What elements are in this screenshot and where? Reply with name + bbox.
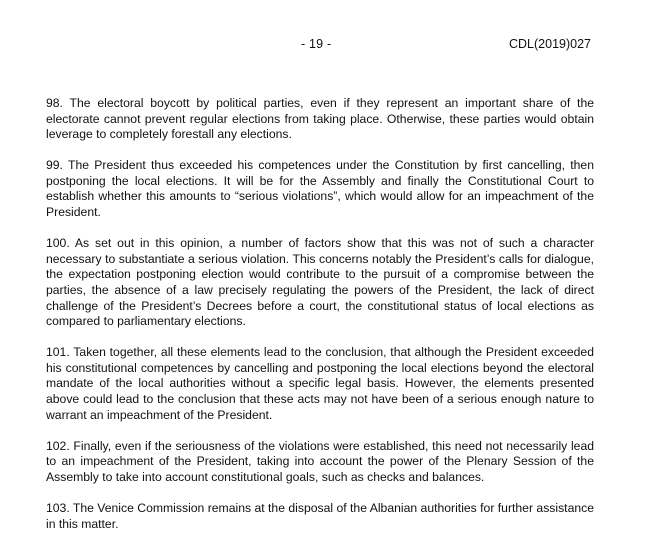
paragraph-99: 99. The President thus exceeded his competences under the Constitution by first cancelling, then postponing the local elections. It will be for the Assembly and finally the Constitutional Court to establish whether this amounts to “serious violations”, which would allow for an impeachment of the President. — [46, 158, 594, 220]
document-body — [46, 96, 594, 548]
paragraph-102: 102. Finally, even if the seriousness of the violations were established, this need not necessarily lead to an impeachment of the President, taking into account the power of the Plenary Session of the Assembly to take into account constitutional goals, such as checks and balances. — [46, 438, 594, 484]
page-number: - 19 - — [301, 37, 332, 51]
paragraph-100: 100. As set out in this opinion, a number of factors show that this was not of such a character necessary to substantiate a serious violation. This concerns notably the President’s calls for dialogue, the expectation postponing election would contribute to the pursuit of a compromise between the parties, the absence of a law precisely regulating the powers of the President, the lack of direct challenge of the President’s Decrees before a court, the constitutional status of local elections as compared to parliamentary elections. — [46, 236, 594, 329]
paragraph-101: 101. Taken together, all these elements lead to the conclusion, that although the President exceeded his constitutional competences by cancelling and postponing the local elections beyond the electoral mandate of the local authorities without a specific legal basis. However, the elements presented above could lead to the conclusion that these acts may not have been of a serious enough nature to warrant an impeachment of the President. — [46, 345, 594, 422]
document-reference: CDL(2019)027 — [509, 37, 591, 51]
paragraph-103: 103. The Venice Commission remains at the disposal of the Albanian authorities for further assistance in this matter. — [46, 500, 594, 531]
paragraph-98: 98. The electoral boycott by political parties, even if they represent an important share of the electorate cannot prevent regular elections from taking place. Otherwise, these parties would obtain leverage to completely forestall any elections. — [46, 96, 594, 142]
